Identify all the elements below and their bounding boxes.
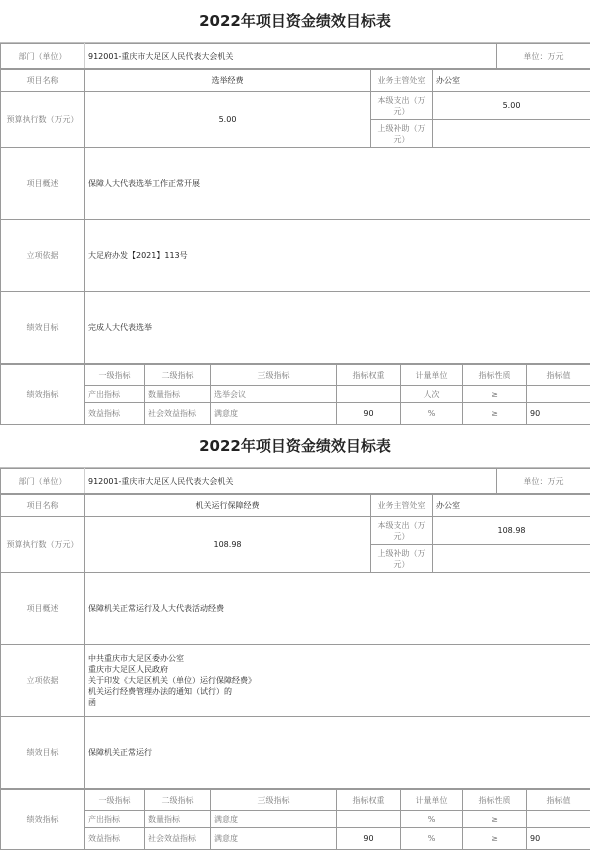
dept-row-table	[0, 468, 590, 494]
header-cell: 三级指标	[211, 365, 337, 386]
cell: 人次	[401, 386, 463, 403]
this-level-value: 108.98	[433, 517, 590, 545]
business-dept-value: 办公室	[433, 495, 590, 517]
table-row	[1, 386, 590, 403]
header-cell: 计量单位	[401, 790, 463, 811]
budget-value: 108.98	[85, 517, 371, 573]
cell: ≥	[463, 828, 527, 850]
cell: %	[401, 828, 463, 850]
cell: 选举会议	[211, 386, 337, 403]
goal-value: 完成人大代表选举	[85, 292, 590, 364]
cell: 90	[337, 828, 401, 850]
header-cell: 计量单位	[401, 365, 463, 386]
header-cell: 三级指标	[211, 790, 337, 811]
business-dept-value: 办公室	[433, 70, 590, 92]
indicators-label: 绩效指标	[1, 365, 85, 425]
basis-label: 立项依据	[1, 220, 85, 292]
cell: 社会效益指标	[145, 403, 211, 425]
budget-value: 5.00	[85, 92, 371, 148]
indicators-label: 绩效指标	[1, 790, 85, 850]
form-title: 2022年项目资金绩效目标表	[0, 425, 590, 468]
cell: 效益指标	[85, 828, 145, 850]
cell	[527, 811, 590, 828]
cell: 数量指标	[145, 811, 211, 828]
goal-label: 绩效目标	[1, 717, 85, 789]
overview-label: 项目概述	[1, 148, 85, 220]
cell: 效益指标	[85, 403, 145, 425]
header-cell: 指标权重	[337, 365, 401, 386]
dept-value: 912001-重庆市大足区人民代表大会机关	[85, 469, 497, 494]
cell: 社会效益指标	[145, 828, 211, 850]
basis-value: 大足府办发【2021】113号	[85, 220, 590, 292]
performance-form-2	[0, 425, 590, 850]
info-table	[0, 494, 590, 789]
indicators-table	[0, 364, 590, 425]
basis-value: 中共重庆市大足区委办公室 重庆市大足区人民政府 关于印发《大足区机关（单位）运行保障经费》 机关运行经费管理办法的通知（试行）的 函	[85, 645, 590, 717]
dept-label: 部门（单位）	[1, 44, 85, 69]
cell: ≥	[463, 386, 527, 403]
goal-value: 保障机关正常运行	[85, 717, 590, 789]
transfer-value	[433, 545, 590, 573]
overview-value: 保障人大代表选举工作正常开展	[85, 148, 590, 220]
business-dept-label: 业务主管处室	[371, 495, 433, 517]
this-level-label: 本级支出（万元）	[371, 517, 433, 545]
budget-label: 预算执行数（万元）	[1, 517, 85, 573]
cell: 满意度	[211, 811, 337, 828]
cell: 满意度	[211, 403, 337, 425]
basis-label: 立项依据	[1, 645, 85, 717]
cell: %	[401, 403, 463, 425]
cell: 90	[527, 403, 590, 425]
form-title: 2022年项目资金绩效目标表	[0, 0, 590, 43]
header-cell: 二级指标	[145, 365, 211, 386]
cell: ≥	[463, 811, 527, 828]
cell: ≥	[463, 403, 527, 425]
unit-label: 单位：万元	[497, 44, 590, 69]
dept-row-table	[0, 43, 590, 69]
transfer-value	[433, 120, 590, 148]
cell	[337, 811, 401, 828]
dept-label: 部门（单位）	[1, 469, 85, 494]
header-cell: 指标值	[527, 365, 590, 386]
budget-label: 预算执行数（万元）	[1, 92, 85, 148]
header-cell: 一级指标	[85, 790, 145, 811]
cell	[527, 386, 590, 403]
indicators-table	[0, 789, 590, 850]
overview-value: 保障机关正常运行及人大代表活动经费	[85, 573, 590, 645]
header-cell: 指标值	[527, 790, 590, 811]
cell	[337, 386, 401, 403]
cell: 产出指标	[85, 811, 145, 828]
header-cell: 指标性质	[463, 790, 527, 811]
cell: 数量指标	[145, 386, 211, 403]
unit-label: 单位：万元	[497, 469, 590, 494]
business-dept-label: 业务主管处室	[371, 70, 433, 92]
this-level-label: 本级支出（万元）	[371, 92, 433, 120]
table-row	[1, 828, 590, 850]
transfer-label: 上级补助（万元）	[371, 545, 433, 573]
cell: %	[401, 811, 463, 828]
project-name-label: 项目名称	[1, 495, 85, 517]
goal-label: 绩效目标	[1, 292, 85, 364]
info-table	[0, 69, 590, 364]
cell: 满意度	[211, 828, 337, 850]
transfer-label: 上级补助（万元）	[371, 120, 433, 148]
header-cell: 指标性质	[463, 365, 527, 386]
dept-value: 912001-重庆市大足区人民代表大会机关	[85, 44, 497, 69]
header-cell: 指标权重	[337, 790, 401, 811]
this-level-value: 5.00	[433, 92, 590, 120]
cell: 90	[337, 403, 401, 425]
project-name-label: 项目名称	[1, 70, 85, 92]
project-name-value: 机关运行保障经费	[85, 495, 371, 517]
project-name-value: 选举经费	[85, 70, 371, 92]
table-row	[1, 811, 590, 828]
header-cell: 二级指标	[145, 790, 211, 811]
cell: 90	[527, 828, 590, 850]
cell: 产出指标	[85, 386, 145, 403]
header-cell: 一级指标	[85, 365, 145, 386]
overview-label: 项目概述	[1, 573, 85, 645]
table-row	[1, 403, 590, 425]
